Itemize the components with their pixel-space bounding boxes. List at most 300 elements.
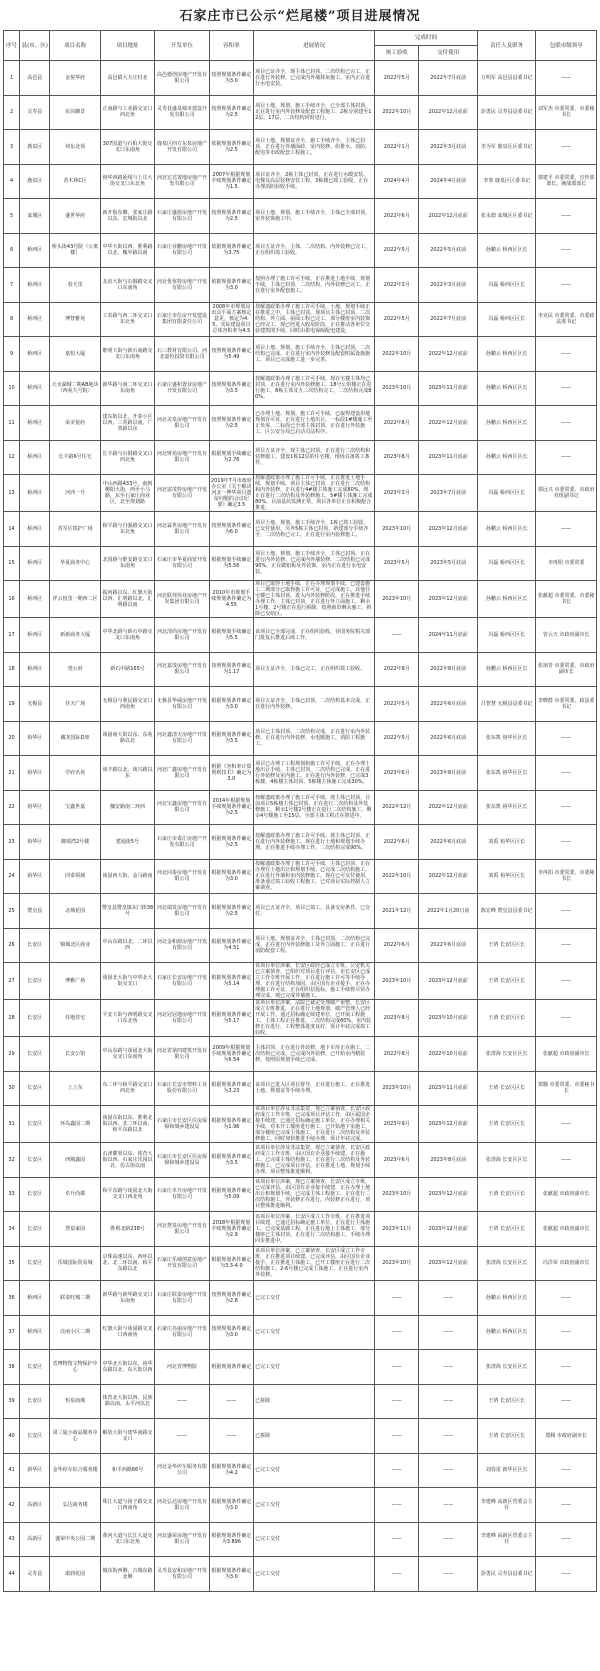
cell-name: 联泰旺城二期: [50, 1281, 100, 1316]
cell-deliver: 2023年11月底前: [419, 440, 478, 475]
cell-seq: 12: [4, 440, 20, 475]
cell-progress: 项目已证齐全，现主体已封顶，二次结构已完工，正在进行外装修，已完成内外墙抹灰施工，室内正在进行水电安装。: [254, 61, 375, 96]
cell-name: 桥头街43号院（公寓楼）: [50, 233, 100, 268]
cell-far: 根据规划条件确定为3.896: [209, 1522, 253, 1557]
cell-accept: ——: [375, 1384, 419, 1419]
cell-progress: 已拆除: [254, 1419, 375, 1454]
cell-progress: 按解遗政策办理了施工许可手续，现主体已封顶，正在进行内外装修施工，现在进行土地和规划手续办理，正在推进手续办理工作，二次结构完成90%。: [254, 825, 375, 860]
cell-developer: 石家庄长安市塑料工业股份有限公司: [155, 1071, 209, 1106]
cell-progress: 该项目单位涉案，长安区政府已成立专班，公安机关已立案侦查，已组织对项目进行评估，市长安区已成立工作专班开展工作，正在进行施工许可等手续办理，正在进行结构加固，由区国有企业接手，正在办理施工许可证，正在组织招投标，施工手续将尽快办理完成，现已完成外墙施工。: [254, 963, 375, 1000]
cell-seq: 27: [4, 963, 20, 1000]
cell-deliver: 2022年6月底前: [419, 928, 478, 963]
cell-accept: 2023年10月: [375, 371, 419, 406]
cell-district: 桥西区: [20, 1281, 50, 1316]
table-row: [4, 652, 597, 687]
table-row: [4, 233, 597, 268]
cell-address: 正南路与工业路交叉口西北角: [100, 95, 154, 130]
table-row: [4, 581, 597, 618]
cell-far: 根据规划条件确定为4.51: [209, 928, 253, 963]
cell-district: 桥西区: [20, 406, 50, 441]
cell-district: 长安区: [20, 1350, 50, 1385]
cell-responsible: 王靖 长安区区长: [477, 1384, 535, 1419]
cell-responsible: 冯磊 桥西区区长: [477, 618, 535, 653]
cell-responsible: 王靖 长安区区长: [477, 963, 535, 1000]
header-district: 县(市、区): [20, 31, 50, 61]
cell-address: 赞皇县赞皇镇东门街38号: [100, 894, 154, 929]
cell-district: 裕华区: [20, 825, 50, 860]
header-deliver: 交付使用: [419, 46, 478, 61]
header-name: 项目名称: [50, 31, 100, 61]
cell-seq: 42: [4, 1488, 20, 1523]
cell-responsible: 李建峰 高新区管委会主任: [477, 1522, 535, 1557]
cell-accept: 2023年9月: [375, 1106, 419, 1143]
cell-seq: 10: [4, 371, 20, 406]
table-row: [4, 618, 597, 653]
cell-responsible: 张永德 栾城区区委书记: [477, 199, 535, 234]
cell-developer: 石家庄亮丽房地产开发有限公司: [155, 1315, 209, 1350]
cell-deliver: 2023年11月底前: [419, 1071, 478, 1106]
table-row: [4, 825, 597, 860]
cell-leader: ——: [536, 337, 597, 372]
cell-accept: 2023年11月: [375, 1212, 419, 1247]
cell-far: 根据规划手续确定为2.76: [209, 440, 253, 475]
cell-name: 金华停车综合服务楼: [50, 1453, 100, 1488]
table-row: [4, 130, 597, 165]
cell-deliver: 2023年7月底前: [419, 475, 478, 512]
cell-address: 中华北路与新石中路交叉口东南角: [100, 618, 154, 653]
cell-name: 嘉恒大厦: [50, 337, 100, 372]
cell-leader: ——: [536, 894, 597, 929]
cell-developer: 河北宝鑫房地产开发有限公司: [155, 790, 209, 825]
cell-seq: 43: [4, 1522, 20, 1557]
cell-accept: 2022年10月: [375, 337, 419, 372]
cell-seq: 29: [4, 1037, 20, 1072]
cell-name: 新新商务大厦: [50, 618, 100, 653]
cell-developer: 河北宏达置地房地产开发有限公司: [155, 164, 209, 199]
cell-address: 石津灌渠以东、体育大街以西、石家庄乐园以北、仿古街以南: [100, 1143, 154, 1178]
cell-name: 周三旋小商品服务中心: [50, 1419, 100, 1454]
cell-developer: 河北冠冠地房地产开发有限公司: [155, 1000, 209, 1037]
cell-far: 按照规划条件确定为2.5: [209, 95, 253, 130]
cell-far: 根据规划条件确定为1.96: [209, 1106, 253, 1143]
cell-far: 根据规划条件确定: [209, 1350, 253, 1385]
cell-name: 春天里: [50, 268, 100, 303]
cell-accept: 2022年5月: [375, 302, 419, 337]
cell-leader: 张献超 市政府副市长: [536, 1177, 597, 1212]
cell-address: 振河路以东、红旗大街以西、汇明路以北、汇明路以南: [100, 581, 154, 618]
cell-district: 桥西区: [20, 618, 50, 653]
cell-far: 按照规划条件确定为2.8: [209, 1281, 253, 1316]
cell-name: 金悦华府: [50, 61, 100, 96]
cell-accept: ——: [375, 1488, 419, 1523]
cell-name: 上上东: [50, 1071, 100, 1106]
cell-developer: 河北嘉茂房地产开发有限公司: [155, 652, 209, 687]
cell-developer: 石家庄市长安区住房保障和城乡建设局: [155, 1106, 209, 1143]
cell-leader: 管云天 市政府副市长: [536, 618, 597, 653]
cell-deliver: ——: [419, 1453, 478, 1488]
cell-responsible: 孙鹏云 桥西区区长: [477, 581, 535, 618]
cell-progress: 项目土地、规划证齐全，施工手续齐全，主体已封顶，正在进行外墙面砖、室内装修、给排水、消防、配电等市政配套工程施工。: [254, 130, 375, 165]
cell-responsible: 张清海 长安区区长: [477, 1037, 535, 1072]
cell-district: 新华区: [20, 1453, 50, 1488]
cell-responsible: 李为军 鹿泉区区委书记: [477, 130, 535, 165]
cell-progress: 项目证齐全，2栋主体已封顶，正在进行水暖安装、电梯及高层装修安装工程，3栋楼已竣工验收，正在办理消防验收手续。: [254, 164, 375, 199]
table-row: [4, 1488, 597, 1523]
cell-responsible: 彭勇民 灵寿县县委书记: [477, 1557, 535, 1592]
cell-responsible: 王靖 长安区区长: [477, 1000, 535, 1037]
cell-developer: 石家庄市华夏商贸开发有限公司: [155, 546, 209, 581]
cell-responsible: 万明军 高邑县县委书记: [477, 61, 535, 96]
cell-leader: 郑腾 市委常委、市委秘书长: [536, 1071, 597, 1106]
cell-seq: 24: [4, 859, 20, 894]
table-row: [4, 1522, 597, 1557]
cell-progress: 已办理土地、规划、施工许可手续，已取得建设用地规划许可证，正在进行土地出让，一标段1#楼施工至正负零，二标段已全部主体封顶，正在进行外装施工，区公安分局已启动司法程序。: [254, 406, 375, 441]
cell-responsible: 王靖 长安区区长: [477, 928, 535, 963]
cell-leader: 郭远兴 市委常委、市政府党组副书记: [536, 475, 597, 512]
cell-progress: 该项目单位涉及非法集资，现已立案侦查，长安区政府成立工作专班，已完成项目评估工作，由区属国企接手续建，已通过招标确定施工单位，正在办理相关手续，对未开工楼座进行施工，已开始地下室施工，部分楼座已完成主体施工，正在进行二次结构及外装修施工，同时加快推进手续办理，预计年底完成。: [254, 1106, 375, 1143]
cell-seq: 25: [4, 894, 20, 929]
cell-developer: 河北金华停车服务有限公司: [155, 1453, 209, 1488]
cell-address: 建东街以北，开泰小区以西，三英路以南，广善路以东: [100, 406, 154, 441]
cell-district: 高新区: [20, 1488, 50, 1523]
cell-leader: ——: [536, 233, 597, 268]
cell-name: 慧泉家园: [50, 1212, 100, 1247]
cell-district: 长安区: [20, 1212, 50, 1247]
cell-name: 锦城北区商业: [50, 928, 100, 963]
cell-progress: 项目土地、规划、施工手续齐全，主体已封顶，二次结构已完成，正在进行室内外装修及配套附属设施施工，项目已完成施工进一步完善。: [254, 337, 375, 372]
cell-district: 桥西区: [20, 1315, 50, 1350]
cell-far: 按照规划条件确定为3.5: [209, 371, 253, 406]
cell-far: 根据规划条件确定为4.2: [209, 1453, 253, 1488]
cell-seq: 39: [4, 1384, 20, 1419]
table-row: [4, 164, 597, 199]
cell-seq: 7: [4, 268, 20, 303]
cell-leader: ——: [536, 1557, 597, 1592]
cell-developer: 河北省第四建筑开发有限公司: [155, 1037, 209, 1072]
cell-accept: ——: [375, 1315, 419, 1350]
cell-seq: 31: [4, 1106, 20, 1143]
cell-progress: 已完工交付: [254, 1350, 375, 1385]
cell-leader: ——: [536, 1106, 597, 1143]
cell-district: 长安区: [20, 1384, 50, 1419]
cell-far: ——: [209, 1384, 253, 1419]
cell-far: 根据规划条件确定为3.0: [209, 1488, 253, 1523]
cell-leader: 李再阳 市委常委: [536, 546, 597, 581]
cell-address: 和平东路与谈固北大街交叉口西北角: [100, 1177, 154, 1212]
cell-address: 京珠高速以东、西环以北、北二环以南、和平东路以北: [100, 1246, 154, 1281]
cell-deliver: ——: [419, 1522, 478, 1557]
cell-responsible: 孙鹏云 桥西区区长: [477, 233, 535, 268]
cell-address: 谈固西大街、金马路南: [100, 859, 154, 894]
cell-deliver: 2023年12月底前: [419, 963, 478, 1000]
cell-address: 谈固东街以东、胜利北街以西、北二环以南、和平东路以北: [100, 1106, 154, 1143]
cell-district: 裕华区: [20, 859, 50, 894]
cell-address: 新石中路165号: [100, 652, 154, 687]
cell-district: 长安区: [20, 1177, 50, 1212]
cell-seq: 1: [4, 61, 20, 96]
cell-seq: 9: [4, 337, 20, 372]
cell-accept: 2022年1月: [375, 130, 419, 165]
cell-accept: 2022年5月: [375, 687, 419, 722]
header-far: 容积率: [209, 31, 253, 61]
cell-responsible: 王靖 长安区区长: [477, 1177, 535, 1212]
table-row: [4, 1106, 597, 1143]
cell-responsible: 张东凯 裕华区区长: [477, 756, 535, 791]
cell-developer: 河北慧泉房地产开发有限公司: [155, 1212, 209, 1247]
cell-accept: 2023年10月: [375, 963, 419, 1000]
cell-leader: 李克民 市委常委、市委政法委书记: [536, 302, 597, 337]
cell-address: 红旗大街与谈固路交叉口西南角: [100, 1315, 154, 1350]
cell-name: 康润花园: [50, 1557, 100, 1592]
cell-seq: 17: [4, 618, 20, 653]
cell-responsible: 吕智慧 无极县县委书记: [477, 687, 535, 722]
cell-developer: 石家庄长安房地产开发有限公司: [155, 963, 209, 1000]
cell-progress: 项目五证齐全，主体已完工，正在组织竣工验收。: [254, 652, 375, 687]
cell-leader: ——: [536, 963, 597, 1000]
cell-responsible: 冯磊 桥西区区长: [477, 546, 535, 581]
table-row: [4, 1384, 597, 1419]
cell-leader: 郭建平 市委常委、宣传部部长、统战部部长: [536, 164, 597, 199]
cell-progress: 已完工交付: [254, 1315, 375, 1350]
cell-responsible: 孙鹏云 桥西区区长: [477, 371, 535, 406]
cell-deliver: ——: [419, 1419, 478, 1454]
cell-deliver: 2023年8月底前: [419, 756, 478, 791]
cell-developer: 高邑德创房地产开发有限公司: [155, 61, 209, 96]
cell-address: 谈固北大街与中华北大街交叉口: [100, 963, 154, 1000]
cell-name: 藏龙国际D座: [50, 721, 100, 756]
cell-seq: 8: [4, 302, 20, 337]
cell-developer: 河北联邦伟业房地产开发集团有限公司: [155, 581, 209, 618]
cell-accept: ——: [375, 1350, 419, 1385]
cell-responsible: 孙鹏云 桥西区区长: [477, 1315, 535, 1350]
header-responsible: 责任人及职务: [477, 31, 535, 61]
cell-leader: ——: [536, 721, 597, 756]
cell-leader: 冯洋荣 市政府副市长: [536, 1246, 597, 1281]
cell-responsible: 刘春雷 新华区区长: [477, 1453, 535, 1488]
cell-progress: 已完工交付: [254, 1453, 375, 1488]
cell-developer: ——: [155, 1384, 209, 1419]
cell-progress: 按解遗政策办理了施工许可手续，现主体已封顶，目前项目5栋楼主体已封顶，正在进行二次结构及外装修施工，剩余1号楼2号楼正在进行二次结构施工，剩余4号楼施工至15层，全部主体工程正在推进中。: [254, 790, 375, 825]
cell-deliver: ——: [419, 1315, 478, 1350]
cell-developer: 灵寿县盛泉城市建设开发有限公司: [155, 95, 209, 130]
table-row: [4, 1315, 597, 1350]
cell-developer: 河北财苑房地产开发有限公司: [155, 440, 209, 475]
table-row: [4, 1350, 597, 1385]
cell-address: 谈丰路以北，谈兴路以东: [100, 756, 154, 791]
cell-accept: 2021年12月: [375, 894, 419, 929]
cell-district: 长安区: [20, 1246, 50, 1281]
cell-district: 长安区: [20, 1071, 50, 1106]
cell-accept: 2023年5月: [375, 546, 419, 581]
cell-responsible: 张东凯 裕华区区长: [477, 790, 535, 825]
cell-accept: 2023年8月: [375, 440, 419, 475]
cell-address: 高邑镇大夫庄村北: [100, 61, 154, 96]
cell-far: 根据规划条件确定为5.09: [209, 1177, 253, 1212]
cell-deliver: 2023年12月底前: [419, 581, 478, 618]
cell-leader: 刘军杰 市委常委、市委秘书长: [536, 95, 597, 130]
cell-far: 根据规划条件确定为3.23: [209, 1071, 253, 1106]
cell-name: 御璟湾2号楼: [50, 825, 100, 860]
cell-far: 根据规划条件确定为3.0: [209, 687, 253, 722]
cell-far: 根据规划条件确定为2.5: [209, 825, 253, 860]
cell-progress: 项目土地、规划、施工手续齐全，主体已全部封顶，室外装饰施工中。: [254, 199, 375, 234]
cell-progress: 项目五证齐全，现主体已封顶，正在进行二次结构和装修施工，建设1栋12层的住宅楼，现场具备竣工条件。: [254, 440, 375, 475]
cell-address: 中山西路433号，南到柳阳大街，西至小马路，东至石家庄商业区，北至规划路: [100, 475, 154, 512]
cell-developer: 河北弘达房地产开发有限公司: [155, 1488, 209, 1523]
cell-district: 裕华区: [20, 756, 50, 791]
cell-developer: 灵寿县安和房地产开发有限公司: [155, 1557, 209, 1592]
cell-address: 解放大街与建华南路交叉口: [100, 1419, 154, 1454]
cell-name: 盛荣中央公园二期: [50, 1522, 100, 1557]
cell-address: 中华大街以西、胜利路以北、槐中路以南: [100, 233, 154, 268]
cell-deliver: ——: [419, 1488, 478, 1523]
cell-accept: 2022年8月: [375, 1037, 419, 1072]
cell-name: 河西一号: [50, 475, 100, 512]
cell-deliver: ——: [419, 1384, 478, 1419]
cell-leader: 张献超 市政府副市长: [536, 1212, 597, 1247]
cell-name: 望公府: [50, 652, 100, 687]
cell-address: 和平西路66号: [100, 1453, 154, 1488]
header-seq: 序号: [4, 31, 20, 61]
cell-leader: ——: [536, 199, 597, 234]
cell-address: 和平路与自强路交叉口东北角: [100, 512, 154, 547]
cell-progress: 该项目已全部完成，正在组织验收，待国务院相关部门批复后推进后续工作。: [254, 618, 375, 653]
cell-leader: ——: [536, 1143, 597, 1178]
cell-far: 根据规划条件确定为3.5: [209, 721, 253, 756]
table-row: [4, 406, 597, 441]
cell-far: 2008年市规划局出具平面方案核定意见，核定为4.5，实际建设项目总体容积率为4.5: [209, 302, 253, 337]
cell-address: 长丰路与石钢路交叉口西北角: [100, 440, 154, 475]
cell-deliver: 2023年8月底前: [419, 1143, 478, 1178]
cell-far: 按照规划条件确定为3.0: [209, 1315, 253, 1350]
cell-accept: 2022年5月: [375, 233, 419, 268]
cell-leader: 张献超 市委常委、市委秘书长: [536, 581, 597, 618]
cell-responsible: 王靖 长安区区长: [477, 1212, 535, 1247]
cell-progress: 项目已主体封顶，二次结构完成，正在进行室内外装修，正在进行内外装修、水电暖施工，消防工程施工。: [254, 721, 375, 756]
cell-district: 长安区: [20, 1419, 50, 1454]
cell-progress: 按解遗政策办理了施工许可手续，正在推进土地手续，规划手续。项目主体已封顶，正在进行二次结构和内外装修，正在进行4#楼主体施工完成80%，现正在进行二次结构及外装修施工，5#楼主体施工完成80%，目前基坑监测正常，项目各单位正在积极配合推进。: [254, 475, 375, 512]
cell-seq: 44: [4, 1557, 20, 1592]
cell-seq: 6: [4, 233, 20, 268]
cell-progress: 项目土地、规划证齐全，主体已封顶，二次结构已完成，正在进行内外装修施工及外立面施工，正在进行消防配套工程。: [254, 928, 375, 963]
cell-seq: 2: [4, 95, 20, 130]
cell-progress: 该项目单位涉案，已立案侦查，长安区成立工作专班，正在推进项目续建，已完成评估，由区国有企业接手，正在推进主体施工，已开工楼座正在进行二次结构施工，2-6号楼已完成主体施工，正在进行室内外装修。: [254, 1246, 375, 1281]
cell-accept: 2023年6月: [375, 1143, 419, 1178]
cell-name: 何东北苑: [50, 130, 100, 165]
cell-far: 2010年市规划手续规划条件确定为4.55: [209, 581, 253, 618]
cell-district: 长安区: [20, 1037, 50, 1072]
table-row: [4, 894, 597, 929]
cell-accept: 2022年12月: [375, 790, 419, 825]
cell-accept: ——: [375, 1453, 419, 1488]
cell-seq: 30: [4, 1071, 20, 1106]
cell-deliver: 2022年12月底前: [419, 337, 478, 372]
cell-developer: 石家庄卓升房地产开发有限公司: [155, 1177, 209, 1212]
table-row: [4, 95, 597, 130]
cell-district: 长安区: [20, 963, 50, 1000]
cell-deliver: 2022年5月底前: [419, 233, 478, 268]
cell-far: 根据规划手续确定为5.56: [209, 546, 253, 581]
cell-progress: 按照办理了施工许可手续，正在推进土地手续，规划手续，主体已封顶，二次结构，内外装修已完工，正在进行室外配套施工。: [254, 268, 375, 303]
cell-district: 赞皇县: [20, 894, 50, 929]
cell-accept: 2024年4月: [375, 164, 419, 199]
cell-accept: 2022年5月: [375, 61, 419, 96]
header-developer: 开发单位: [155, 31, 209, 61]
cell-seq: 13: [4, 475, 20, 512]
cell-leader: ——: [536, 440, 597, 475]
cell-name: 天水湖城二期AB地块（西苑九号院）: [50, 371, 100, 406]
cell-developer: 河北优优特房地产开发有限公司: [155, 268, 209, 303]
cell-name: 弘达商务楼: [50, 1488, 100, 1523]
table-row: [4, 1037, 597, 1072]
table-row: [4, 440, 597, 475]
cell-progress: 项目土地、规划、施工手续齐全，1栋已竣工验收，已交付使用，另外5栋主体已封顶，新建部分手续齐全，二次结构已完工，正在进行室内装修施工。: [254, 512, 375, 547]
cell-leader: 李晓群 市委常委、政法委书记: [536, 687, 597, 722]
table-row: [4, 928, 597, 963]
cell-responsible: 张清海 长安区区长: [477, 1350, 535, 1385]
cell-far: 依据规划条件确定为3.75: [209, 233, 253, 268]
cell-developer: 河北鑫清天房地产开发有限公司: [155, 721, 209, 756]
cell-seq: 35: [4, 1246, 20, 1281]
cell-district: 长安区: [20, 1106, 50, 1143]
table-row: [4, 1453, 597, 1488]
table-row: [4, 337, 597, 372]
cell-address: 珠江大道与扬子路交叉口西南角: [100, 1488, 154, 1523]
cell-accept: 2023年10月: [375, 1071, 419, 1106]
cell-responsible: 张清海 长安区区长: [477, 1246, 535, 1281]
cell-seq: 14: [4, 512, 20, 547]
cell-accept: 2022年5月: [375, 721, 419, 756]
header-leader: 包联市级领导: [536, 31, 597, 61]
cell-responsible: 冯磊 桥西区区长: [477, 302, 535, 337]
cell-address: 307国道与石柏大街交叉口东南角: [100, 130, 154, 165]
cell-address: 东二环与和平路交叉口西北角: [100, 1071, 154, 1106]
table-row: [4, 475, 597, 512]
cell-leader: ——: [536, 268, 597, 303]
cell-accept: ——: [375, 1557, 419, 1592]
cell-seq: 4: [4, 164, 20, 199]
cell-name: 东岗御景: [50, 95, 100, 130]
cell-progress: 项目五证齐全，主体、二次结构、内外装修已完工，正在组织竣工验收。: [254, 233, 375, 268]
cell-progress: 已完工交付: [254, 1488, 375, 1523]
cell-developer: 河北瑞发房地产开发有限公司: [155, 894, 209, 929]
cell-far: ——: [209, 1419, 253, 1454]
cell-far: 依据规划条件确定为2.5: [209, 130, 253, 165]
cell-seq: 22: [4, 790, 20, 825]
cell-deliver: 2023年12月底前: [419, 1246, 478, 1281]
cell-district: 桥西区: [20, 371, 50, 406]
cell-progress: 按解遗政策办理了施工许可手续，土地、规划手续正在推进之中，主体已封顶，现项目主体已封顶，二次结构、外立面、屋面工程已完工，部分楼座室内装饰已经完工，现已经进入收尾阶段，正在推动各单位交验建筑图手续，同时由供电保障配电建设。: [254, 302, 375, 337]
cell-far: 根据规划条件确定为2.5: [209, 894, 253, 929]
cell-responsible: 冯磊 桥西区区长: [477, 475, 535, 512]
cell-seq: 23: [4, 825, 20, 860]
cell-deliver: 2023年11月底前: [419, 371, 478, 406]
cell-progress: 该项目单位涉案，法院已裁定受理破产重整，长安区成立专班推进，正在进行土地规划，破产管理人已经开展工作，通过招标确定续建单位，已开展工程施工，主体工程正在推进，二次结构完成60%，室内装修正在进行，工程整体进度良好，预计年底完成竣工验收。: [254, 1000, 375, 1037]
table-row: [4, 1177, 597, 1212]
cell-name: 荣美悦府: [50, 406, 100, 441]
cell-developer: 石家庄联泰房地产开发有限公司: [155, 1281, 209, 1316]
table-row: [4, 790, 597, 825]
cell-name: 学府名苑: [50, 756, 100, 791]
cell-deliver: 2022年12月底前: [419, 859, 478, 894]
cell-deliver: 2022年12月底前: [419, 95, 478, 130]
cell-leader: ——: [536, 371, 597, 406]
cell-developer: 无极县华威房地产开发有限公司: [155, 687, 209, 722]
cell-name: 博智雅苑: [50, 302, 100, 337]
cell-seq: 21: [4, 756, 20, 791]
cell-deliver: 2023年12月底前: [419, 1106, 478, 1143]
cell-progress: 项目五证齐全，主体已封顶，二次结构基本完成，正在进行内外装修。: [254, 687, 375, 722]
